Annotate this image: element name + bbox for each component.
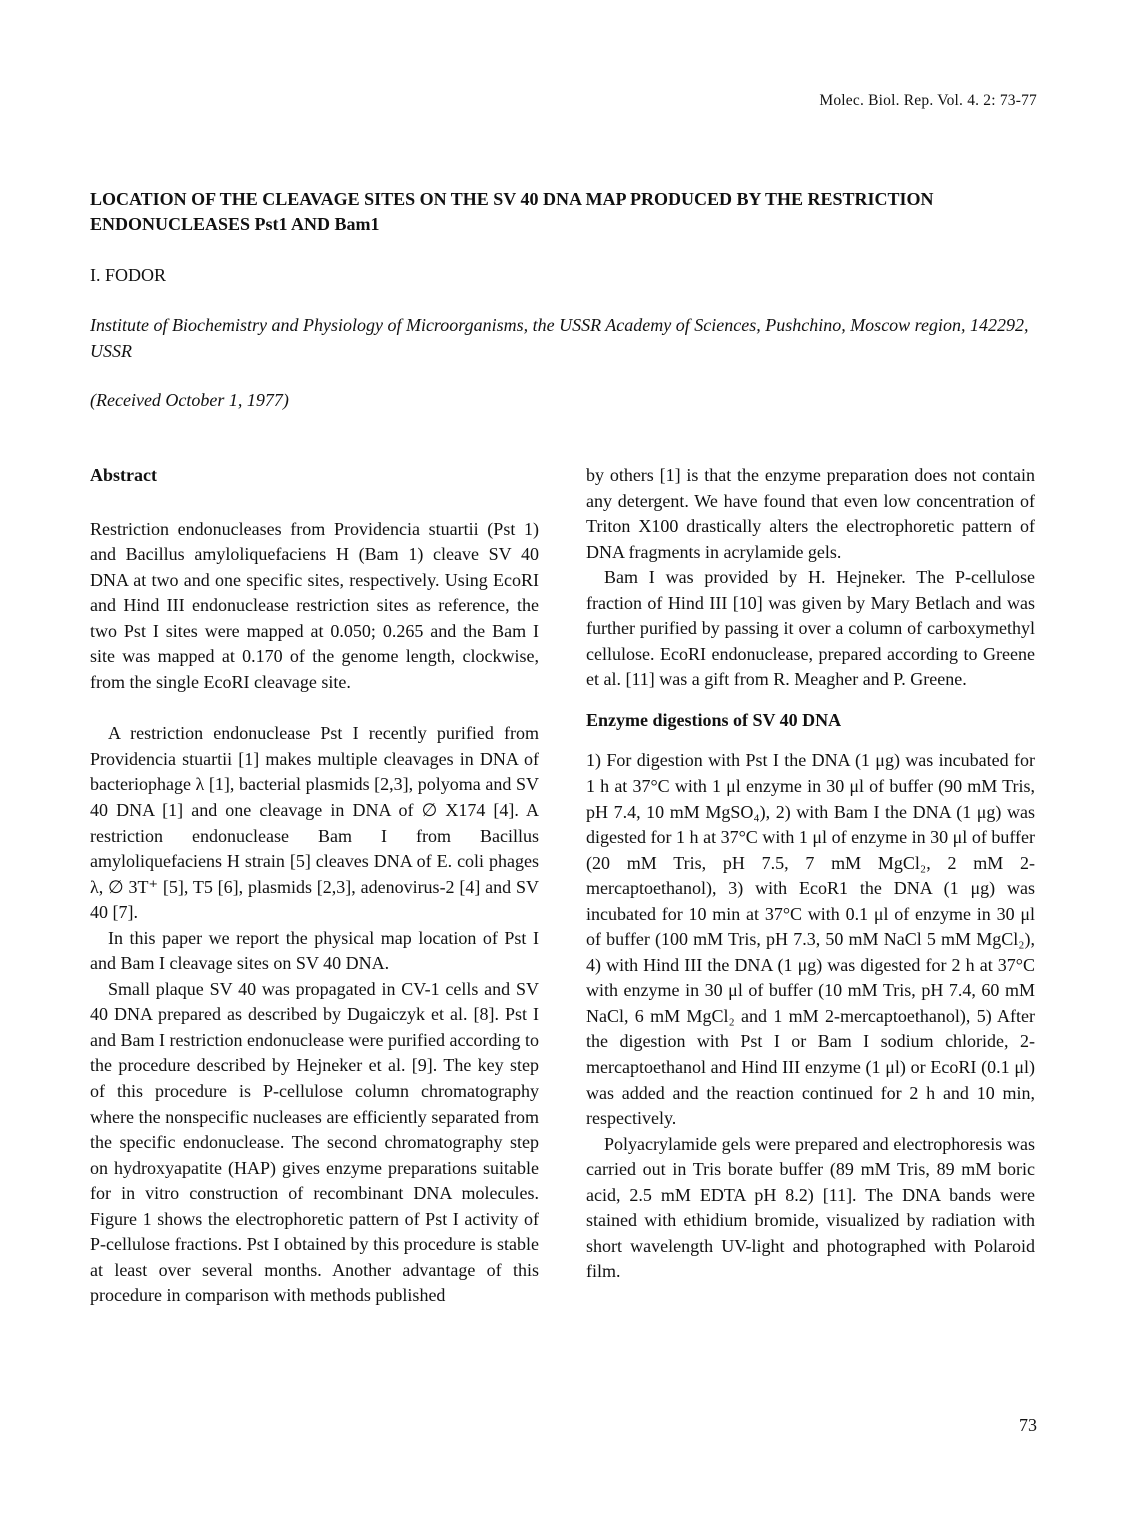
right-column	[586, 463, 1035, 1285]
left-column	[90, 463, 539, 1309]
section-heading-enzyme-digestions: Enzyme digestions of SV 40 DNA	[586, 709, 842, 730]
abstract-heading: Abstract	[90, 465, 157, 485]
abstract-text: Restriction endonucleases from Providencia stuartii (Pst 1) and Bacillus amyloliquefaciens H (Bam 1) cleave SV 40 DNA at two and one specific sites, respectively. Using EcoRI and Hind III endonuclease restriction sites as reference, the two Pst I sites were mapped at 0.050; 0.265 and the Bam I site was mapped at 0.170 of the genome length, clockwise, from the single EcoRI cleavage site.	[90, 518, 539, 692]
journal-reference: Molec. Biol. Rep. Vol. 4. 2: 73-77	[819, 92, 1037, 109]
body-paragraph-1: A restriction endonuclease Pst I recently purified from Providencia stuartii [1] makes multiple cleavages in DNA of bacteriophage λ [1], bacterial plasmids [2,3], polyoma and SV 40 DNA [1] and one cleavage in DNA of ∅ X174 [4]. A restriction endonuclease Bam I from Bacillus amyloliquefaciens H strain [5] cleaves DNA of E. coli phages λ, ∅ 3T⁺ [5], T5 [6], plasmids [2,3], adenovirus-2 [4] and SV 40 [7].	[90, 723, 539, 923]
author: I. FODOR	[90, 265, 167, 285]
body-paragraph-5: Bam I was provided by H. Hejneker. The P-cellulose fraction of Hind III [10] was given by Mary Betlach and was further purified by passing it over a column of carboxymethyl cellulose. EcoRI endonuclease, prepared according to Greene et al. [11] was a gift from R. Meagher and P. Greene.	[586, 567, 1035, 690]
body-paragraph-2: In this paper we report the physical map location of Pst I and Bam I cleavage sites on SV 40 DNA.	[90, 927, 539, 974]
body-paragraph-4: by others [1] is that the enzyme preparation does not contain any detergent. We have found that even low concentration of Triton X100 drastically alters the electrophoretic pattern of DNA fragments in acrylamide gels.	[586, 465, 1035, 562]
body-paragraph-6: 1) For digestion with Pst I the DNA (1 μg) was incubated for 1 h at 37°C with 1 μl enzyme in 30 μl of buffer (90 mM Tris, pH 7.4, 10 mM MgSO₄), 2) with Bam I the DNA (1 μg) was digested for 1 h at 37°C with 1 μl of enzyme in 30 μl of buffer (20 mM Tris, pH 7.5, 7 mM MgCl₂, 2 mM 2-mercaptoethanol), 3) with EcoR1 the DNA (1 μg) was incubated for 10 min at 37°C with 0.1 μl of enzyme in 30 μl of buffer (100 mM Tris, pH 7.3, 50 mM NaCl 5 mM MgCl₂), 4) with Hind III the DNA (1 μg) was digested for 2 h at 37°C with enzyme in 30 μl of buffer (10 mM Tris, pH 7.4, 60 mM NaCl, 6 mM MgCl₂ and 1 mM 2-mercaptoethanol), 5) After the digestion with Pst I or Bam I sodium chloride, 2-mercaptoethanol and Hind III enzyme (1 μl) or EcoRI (0.1 μl) was added and the reaction continued for 2 h and 10 min, respectively.	[586, 750, 1035, 1129]
body-paragraph-3: Small plaque SV 40 was propagated in CV-1 cells and SV 40 DNA prepared as described by Dugaiczyk et al. [8]. Pst I and Bam I restriction endonuclease were purified according to the procedure described by Hejneker et al. [9]. The key step of this procedure is P-cellulose column chromatography where the nonspecific nucleases are efficiently separated from the specific endonuclease. The second chromatography step on hydroxyapatite (HAP) gives enzyme preparations suitable for in vitro construction of recombinant DNA molecules. Figure 1 shows the electrophoretic pattern of Pst I activity of P-cellulose fractions. Pst I obtained by this procedure is stable at least over several months. Another advantage of this procedure in comparison with methods published	[90, 978, 539, 1306]
affiliation: Institute of Biochemistry and Physiology of Microorganisms, the USSR Academy of Sciences, Pushchino, Moscow region, 142292, USSR	[90, 315, 1029, 361]
article-title: LOCATION OF THE CLEAVAGE SITES ON THE SV 40 DNA MAP PRODUCED BY THE RESTRICTION ENDONUCLEASES Pst1 AND Bam1	[90, 189, 934, 234]
page-number: 73	[1019, 1415, 1037, 1435]
received-date: (Received October 1, 1977)	[90, 390, 289, 410]
body-paragraph-7: Polyacrylamide gels were prepared and electrophoresis was carried out in Tris borate buffer (89 mM Tris, 89 mM boric acid, 2.5 mM EDTA pH 8.2) [11]. The DNA bands were stained with ethidium bromide, visualized by radiation with short wavelength UV-light and photographed with Polaroid film.	[586, 1133, 1035, 1282]
